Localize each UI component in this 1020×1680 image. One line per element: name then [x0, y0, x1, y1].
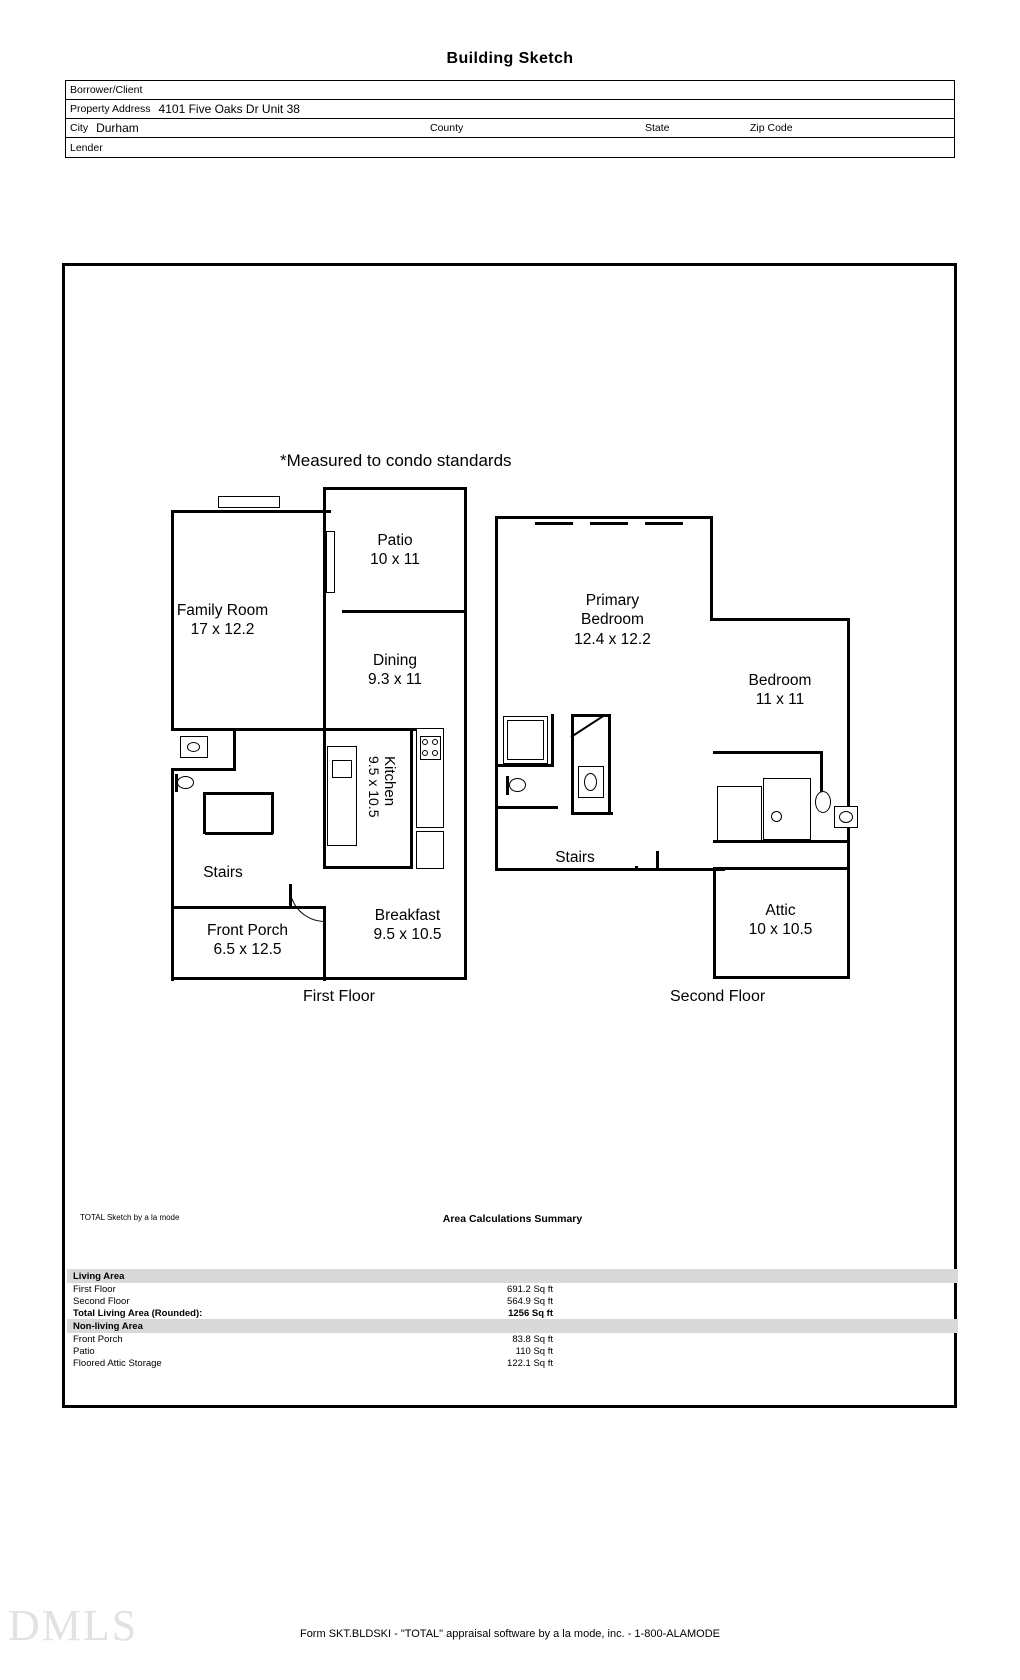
table-row-borrower [66, 81, 954, 100]
area-calculations-summary [67, 1269, 958, 1369]
stair-direction-arrow [570, 714, 605, 737]
sink-basin-icon [839, 811, 853, 823]
wall [713, 751, 823, 754]
table-row: Patio 110 Sq ft [73, 1345, 553, 1357]
room-label-family-room: Family Room 17 x 12.2 [176, 602, 269, 639]
burner-icon [432, 750, 438, 756]
county-label: County [430, 122, 464, 134]
wall [506, 776, 509, 795]
wall [203, 792, 206, 834]
building-sketch-canvas [62, 263, 957, 1408]
wall [710, 618, 850, 621]
room-label-patio: Patio 10 x 11 [370, 532, 420, 569]
wall [410, 728, 413, 868]
wall [571, 812, 613, 815]
zip-cell [746, 122, 954, 134]
city-cell [66, 121, 426, 135]
table-row-city-county-state-zip [66, 119, 954, 138]
door-leaf [289, 884, 292, 906]
wall [342, 610, 467, 613]
watermark: DMLS [8, 1601, 139, 1650]
table-row: Second Floor 564.9 Sq ft [73, 1295, 553, 1307]
wall [713, 976, 850, 979]
wall [171, 977, 467, 980]
room-label-primary-bedroom: Primary Bedroom 12.4 x 12.2 [574, 592, 651, 648]
table-row: Floored Attic Storage 122.1 Sq ft [73, 1357, 553, 1369]
second-floor-plan [485, 266, 965, 1026]
wall [171, 728, 326, 731]
property-address-value: 4101 Five Oaks Dr Unit 38 [158, 102, 300, 116]
wall [323, 728, 326, 868]
property-address-label: Property Address [70, 103, 151, 115]
zip-label: Zip Code [750, 122, 793, 134]
sink-basin-icon [187, 742, 200, 752]
city-value: Durham [96, 121, 139, 135]
shower-pan-icon [507, 720, 544, 760]
window-fixture [218, 496, 280, 508]
wall [551, 714, 554, 766]
toilet-icon [815, 791, 831, 813]
first-floor-label: First Floor [303, 988, 375, 1005]
room-label-stairs-first: Stairs [203, 864, 243, 881]
state-cell [641, 122, 746, 134]
property-info-table [65, 80, 955, 158]
wall [847, 618, 850, 873]
living-area-band: Living Area [67, 1269, 958, 1283]
window-fixture [590, 522, 628, 525]
wall [713, 867, 850, 870]
table-row: First Floor 691.2 Sq ft [73, 1283, 553, 1295]
wall [175, 774, 178, 792]
table-row-lender [66, 138, 954, 157]
borrower-label: Borrower/Client [70, 84, 143, 96]
wall [495, 516, 713, 519]
wall [571, 714, 574, 814]
window-fixture [535, 522, 573, 525]
total-sketch-credit: TOTAL Sketch by a la mode [80, 1213, 180, 1222]
wall [205, 792, 273, 795]
room-label-bedroom: Bedroom 11 x 11 [748, 672, 812, 709]
wall [498, 806, 558, 809]
shower-fixture [763, 778, 811, 840]
wall [710, 516, 713, 621]
kitchen-sink-icon [332, 760, 352, 778]
wall [608, 714, 611, 814]
city-label: City [70, 122, 89, 134]
room-label-attic: Attic 10 x 10.5 [748, 902, 813, 939]
area-calculations-title: Area Calculations Summary [442, 1213, 583, 1225]
room-label-dining: Dining 9.3 x 11 [367, 652, 422, 689]
nonliving-area-band: Non-living Area [67, 1319, 958, 1333]
room-label-breakfast: Breakfast 9.5 x 10.5 [373, 907, 442, 944]
form-footer: Form SKT.BLDSKI - "TOTAL" appraisal software by a la mode, inc. - 1-800-ALAMODE [299, 1628, 721, 1640]
toilet-icon [509, 778, 526, 792]
room-label-kitchen-dims: 9.5 x 10.5 [365, 756, 382, 818]
room-label-front-porch: Front Porch 6.5 x 12.5 [207, 922, 288, 959]
wall [171, 768, 174, 908]
table-row: Front Porch 83.8 Sq ft [73, 1333, 553, 1345]
wall [323, 487, 467, 490]
room-label-stairs-second: Stairs [555, 849, 595, 866]
wall [323, 866, 413, 869]
state-label: State [645, 122, 670, 134]
page-title: Building Sketch [446, 50, 574, 67]
door-swing-icon [289, 886, 325, 922]
table-row-property-address [66, 100, 954, 119]
second-floor-label: Second Floor [670, 988, 766, 1005]
wall [656, 851, 659, 871]
wall [495, 516, 498, 871]
burner-icon [422, 739, 428, 745]
burner-icon [432, 739, 438, 745]
county-cell [426, 122, 641, 134]
closet-fixture [717, 786, 762, 841]
toilet-icon [177, 776, 194, 789]
wall [233, 728, 236, 770]
wall [171, 768, 236, 771]
refrigerator-icon [416, 831, 444, 869]
table-row-total-living-area: Total Living Area (Rounded): 1256 Sq ft [73, 1307, 553, 1319]
wall [820, 751, 823, 793]
burner-icon [422, 750, 428, 756]
window-fixture [645, 522, 683, 525]
wall [635, 866, 638, 869]
drain-icon [771, 811, 782, 822]
lender-label: Lender [70, 141, 103, 154]
wall [713, 840, 850, 843]
room-label-kitchen: Kitchen [381, 756, 398, 807]
wall [205, 832, 273, 835]
wall [498, 764, 554, 767]
wall [271, 792, 274, 834]
wall [171, 510, 331, 513]
wall [495, 868, 725, 871]
condo-standards-note: *Measured to condo standards [280, 451, 512, 470]
tub-basin-icon [584, 773, 597, 791]
first-floor-plan [65, 266, 485, 1026]
